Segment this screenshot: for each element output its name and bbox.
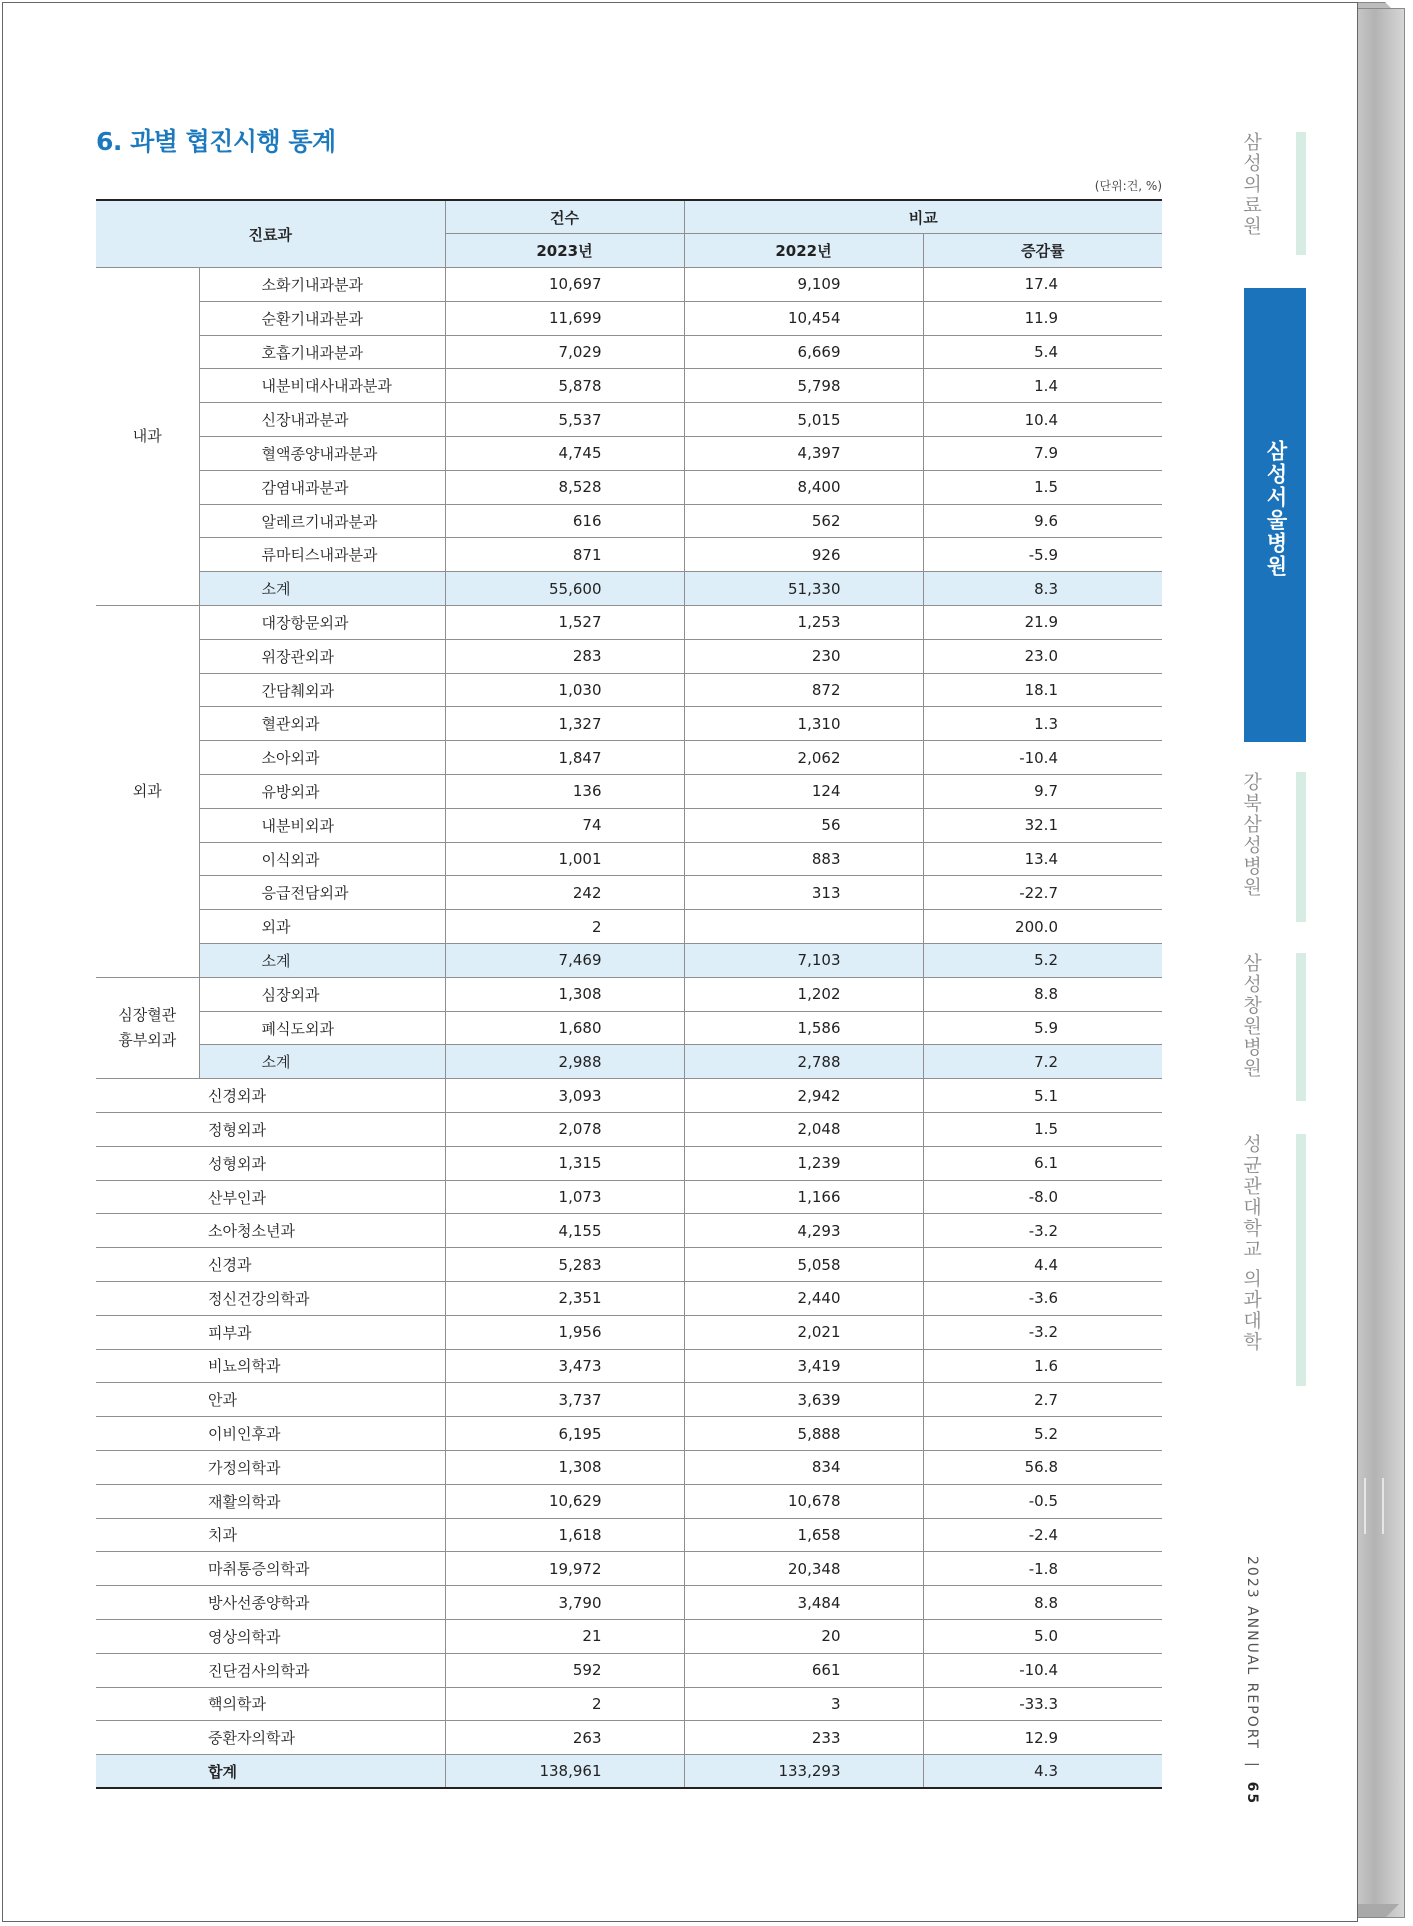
value-2023: 3,737	[445, 1383, 684, 1417]
value-2022: 2,942	[684, 1079, 923, 1113]
value-2022: 926	[684, 538, 923, 572]
value-2022: 56	[684, 808, 923, 842]
subtotal-label: 소계	[199, 1045, 445, 1079]
value-2023: 1,315	[445, 1146, 684, 1180]
value-2023: 6,195	[445, 1417, 684, 1451]
tab-bar-3	[1296, 772, 1306, 922]
value-rate: -33.3	[923, 1687, 1162, 1721]
value-2022: 2,788	[684, 1045, 923, 1079]
subdept-name: 간담췌외과	[199, 673, 445, 707]
value-2022: 1,310	[684, 707, 923, 741]
table-row	[96, 538, 1162, 572]
value-2022: 1,239	[684, 1146, 923, 1180]
value-2023: 1,680	[445, 1011, 684, 1045]
dept-name: 중환자의학과	[96, 1721, 445, 1755]
subtotal-row	[96, 944, 1162, 978]
table-row	[96, 1552, 1162, 1586]
value-rate: 200.0	[923, 910, 1162, 944]
subdept-name: 응급전담외과	[199, 876, 445, 910]
table-row	[96, 1349, 1162, 1383]
table-row	[96, 606, 1162, 640]
value-rate: 5.2	[923, 944, 1162, 978]
value-2022: 562	[684, 504, 923, 538]
dept-name: 방사선종양학과	[96, 1586, 445, 1620]
value-rate: 5.1	[923, 1079, 1162, 1113]
unit-note: (단위:건, %)	[1094, 179, 1162, 193]
dept-name: 재활의학과	[96, 1484, 445, 1518]
value-rate: 8.3	[923, 572, 1162, 606]
table-row	[96, 741, 1162, 775]
header-rate: 증감률	[923, 234, 1162, 268]
tab-bar-5	[1296, 1134, 1306, 1386]
value-rate: -0.5	[923, 1484, 1162, 1518]
value-rate: 2.7	[923, 1383, 1162, 1417]
value-2022: 883	[684, 842, 923, 876]
dept-name: 소아청소년과	[96, 1214, 445, 1248]
dept-name: 성형외과	[96, 1146, 445, 1180]
value-rate: 5.0	[923, 1619, 1162, 1653]
value-2022: 8,400	[684, 470, 923, 504]
value-2022: 233	[684, 1721, 923, 1755]
table-row	[96, 1484, 1162, 1518]
table-row	[96, 808, 1162, 842]
page-number: 65	[1244, 1781, 1260, 1806]
annual-report-footer	[1244, 1556, 1260, 1805]
table-row	[96, 1687, 1162, 1721]
value-rate: 10.4	[923, 403, 1162, 437]
edge-grip-marks	[1364, 1478, 1384, 1534]
value-rate: 9.7	[923, 775, 1162, 809]
table-row	[96, 1113, 1162, 1147]
table-row	[96, 1518, 1162, 1552]
value-2023: 11,699	[445, 301, 684, 335]
table-row	[96, 876, 1162, 910]
value-rate: 1.6	[923, 1349, 1162, 1383]
value-2022: 2,021	[684, 1315, 923, 1349]
dept-name: 핵의학과	[96, 1687, 445, 1721]
value-rate: 8.8	[923, 1586, 1162, 1620]
value-2023: 2	[445, 910, 684, 944]
value-2023: 1,001	[445, 842, 684, 876]
value-rate: 4.3	[923, 1755, 1162, 1789]
side-tab-samsung-seoul-hospital[interactable]: 삼성서울병원	[1264, 440, 1288, 578]
dept-name: 신경외과	[96, 1079, 445, 1113]
total-label: 합계	[96, 1755, 445, 1789]
subdept-name: 폐식도외과	[199, 1011, 445, 1045]
table-row	[96, 403, 1162, 437]
value-2022: 230	[684, 639, 923, 673]
subdept-name: 신장내과분과	[199, 403, 445, 437]
subtotal-row	[96, 572, 1162, 606]
value-rate: -3.2	[923, 1315, 1162, 1349]
dept-name: 신경과	[96, 1248, 445, 1282]
subdept-name: 내분비외과	[199, 808, 445, 842]
value-rate: 1.5	[923, 470, 1162, 504]
value-rate: 18.1	[923, 673, 1162, 707]
value-2023: 1,618	[445, 1518, 684, 1552]
value-2022	[684, 910, 923, 944]
value-2022: 20	[684, 1619, 923, 1653]
value-rate: 11.9	[923, 301, 1162, 335]
value-rate: 9.6	[923, 504, 1162, 538]
report-label: 2023 ANNUAL REPORT	[1244, 1556, 1260, 1750]
subdept-name: 내분비대사내과분과	[199, 369, 445, 403]
value-2023: 1,327	[445, 707, 684, 741]
value-rate: -10.4	[923, 1653, 1162, 1687]
value-rate: 5.4	[923, 335, 1162, 369]
table-row	[96, 301, 1162, 335]
value-rate: 23.0	[923, 639, 1162, 673]
value-2023: 138,961	[445, 1755, 684, 1789]
table-row	[96, 1586, 1162, 1620]
dept-name: 마취통증의학과	[96, 1552, 445, 1586]
table-row	[96, 1721, 1162, 1755]
value-rate: 6.1	[923, 1146, 1162, 1180]
table-row	[96, 268, 1162, 302]
value-rate: 12.9	[923, 1721, 1162, 1755]
value-rate: 7.9	[923, 437, 1162, 471]
group-label	[96, 977, 199, 1078]
value-2022: 2,440	[684, 1282, 923, 1316]
value-2023: 8,528	[445, 470, 684, 504]
subdept-name: 심장외과	[199, 977, 445, 1011]
value-2023: 5,878	[445, 369, 684, 403]
dept-name: 가정의학과	[96, 1450, 445, 1484]
header-2023: 2023년	[445, 234, 684, 268]
value-2022: 51,330	[684, 572, 923, 606]
value-2023: 263	[445, 1721, 684, 1755]
table-row	[96, 504, 1162, 538]
dept-name: 진단검사의학과	[96, 1653, 445, 1687]
value-2023: 4,155	[445, 1214, 684, 1248]
value-2022: 7,103	[684, 944, 923, 978]
value-2023: 21	[445, 1619, 684, 1653]
value-2022: 9,109	[684, 268, 923, 302]
value-2023: 871	[445, 538, 684, 572]
value-2023: 3,790	[445, 1586, 684, 1620]
value-2023: 2	[445, 1687, 684, 1721]
value-rate: 1.5	[923, 1113, 1162, 1147]
subtotal-label: 소계	[199, 944, 445, 978]
subdept-name: 소화기내과분과	[199, 268, 445, 302]
subdept-name: 순환기내과분과	[199, 301, 445, 335]
table-row	[96, 1079, 1162, 1113]
value-2022: 1,166	[684, 1180, 923, 1214]
table-row	[96, 369, 1162, 403]
value-2023: 10,629	[445, 1484, 684, 1518]
subdept-name: 감염내과분과	[199, 470, 445, 504]
dept-name: 안과	[96, 1383, 445, 1417]
value-2022: 3	[684, 1687, 923, 1721]
value-rate: 21.9	[923, 606, 1162, 640]
value-2022: 3,484	[684, 1586, 923, 1620]
value-2023: 55,600	[445, 572, 684, 606]
subdept-name: 외과	[199, 910, 445, 944]
value-2023: 7,029	[445, 335, 684, 369]
value-2022: 661	[684, 1653, 923, 1687]
collaboration-stats-table	[96, 199, 1162, 1789]
value-2022: 3,639	[684, 1383, 923, 1417]
value-2023: 616	[445, 504, 684, 538]
dept-name: 산부인과	[96, 1180, 445, 1214]
value-2022: 10,678	[684, 1484, 923, 1518]
subtotal-label: 소계	[199, 572, 445, 606]
value-2023: 3,093	[445, 1079, 684, 1113]
value-2022: 5,888	[684, 1417, 923, 1451]
value-2023: 2,351	[445, 1282, 684, 1316]
value-rate: -5.9	[923, 538, 1162, 572]
table-row	[96, 470, 1162, 504]
value-rate: 1.4	[923, 369, 1162, 403]
side-tab-kangbuk-samsung[interactable]: 강북삼성병원	[1240, 772, 1262, 898]
tab-bar-1	[1296, 132, 1306, 255]
value-2022: 872	[684, 673, 923, 707]
dept-name: 치과	[96, 1518, 445, 1552]
value-2022: 10,454	[684, 301, 923, 335]
value-2023: 242	[445, 876, 684, 910]
value-2023: 1,073	[445, 1180, 684, 1214]
value-rate: 5.2	[923, 1417, 1162, 1451]
value-2022: 2,048	[684, 1113, 923, 1147]
value-2023: 1,847	[445, 741, 684, 775]
value-2022: 1,253	[684, 606, 923, 640]
dept-name: 피부과	[96, 1315, 445, 1349]
value-2023: 1,527	[445, 606, 684, 640]
value-2022: 834	[684, 1450, 923, 1484]
table-row	[96, 1450, 1162, 1484]
table-row	[96, 1653, 1162, 1687]
value-2023: 1,308	[445, 1450, 684, 1484]
value-2022: 124	[684, 775, 923, 809]
subdept-name: 위장관외과	[199, 639, 445, 673]
value-2022: 1,658	[684, 1518, 923, 1552]
value-rate: -3.6	[923, 1282, 1162, 1316]
value-rate: -3.2	[923, 1214, 1162, 1248]
value-2022: 20,348	[684, 1552, 923, 1586]
table-row	[96, 335, 1162, 369]
subdept-name: 혈액종양내과분과	[199, 437, 445, 471]
group-label: 외과	[96, 606, 199, 978]
dept-name: 정형외과	[96, 1113, 445, 1147]
value-2022: 2,062	[684, 741, 923, 775]
value-2023: 19,972	[445, 1552, 684, 1586]
value-rate: 8.8	[923, 977, 1162, 1011]
table-row	[96, 1619, 1162, 1653]
value-2022: 5,798	[684, 369, 923, 403]
value-rate: 7.2	[923, 1045, 1162, 1079]
group-label-line: 심장혈관	[118, 1006, 177, 1025]
side-tab-samsung-medical-center[interactable]: 삼성의료원	[1240, 132, 1262, 237]
dept-name: 정신건강의학과	[96, 1282, 445, 1316]
value-2023: 4,745	[445, 437, 684, 471]
header-2022: 2022년	[684, 234, 923, 268]
side-tab-samsung-changwon[interactable]: 삼성창원병원	[1240, 953, 1262, 1079]
tab-bar-4	[1296, 953, 1306, 1101]
subdept-name: 류마티스내과분과	[199, 538, 445, 572]
value-2022: 1,586	[684, 1011, 923, 1045]
value-2022: 6,669	[684, 335, 923, 369]
subdept-name: 호흡기내과분과	[199, 335, 445, 369]
subdept-name: 혈관외과	[199, 707, 445, 741]
table-row	[96, 1383, 1162, 1417]
value-2023: 2,988	[445, 1045, 684, 1079]
subdept-name: 알레르기내과분과	[199, 504, 445, 538]
header-compare: 비교	[684, 200, 1162, 234]
table-row	[96, 1011, 1162, 1045]
group-label: 내과	[96, 268, 199, 606]
value-rate: -8.0	[923, 1180, 1162, 1214]
dept-name: 비뇨의학과	[96, 1349, 445, 1383]
value-2023: 1,030	[445, 673, 684, 707]
table-row	[96, 910, 1162, 944]
report-separator: |	[1244, 1762, 1260, 1770]
value-2022: 133,293	[684, 1755, 923, 1789]
value-2022: 313	[684, 876, 923, 910]
header-count: 건수	[445, 200, 684, 234]
table-row	[96, 673, 1162, 707]
value-2023: 1,308	[445, 977, 684, 1011]
table-row	[96, 1282, 1162, 1316]
total-row	[96, 1755, 1162, 1789]
value-2023: 74	[445, 808, 684, 842]
table-row	[96, 1315, 1162, 1349]
value-2022: 5,058	[684, 1248, 923, 1282]
value-rate: 56.8	[923, 1450, 1162, 1484]
value-rate: 1.3	[923, 707, 1162, 741]
table-row	[96, 1180, 1162, 1214]
table-row	[96, 437, 1162, 471]
value-2022: 5,015	[684, 403, 923, 437]
subdept-name: 이식외과	[199, 842, 445, 876]
value-rate: -2.4	[923, 1518, 1162, 1552]
value-2023: 7,469	[445, 944, 684, 978]
value-rate: -10.4	[923, 741, 1162, 775]
table-header-row	[96, 200, 1162, 234]
page-title: 6. 과별 협진시행 통계	[96, 127, 336, 156]
book-edge	[1355, 8, 1405, 1918]
value-rate: 5.9	[923, 1011, 1162, 1045]
table-row	[96, 707, 1162, 741]
table-row	[96, 977, 1162, 1011]
value-2023: 5,537	[445, 403, 684, 437]
dept-name: 이비인후과	[96, 1417, 445, 1451]
value-2023: 3,473	[445, 1349, 684, 1383]
subdept-name: 대장항문외과	[199, 606, 445, 640]
dept-name: 영상의학과	[96, 1619, 445, 1653]
table-row	[96, 1248, 1162, 1282]
side-tab-skku-medicine[interactable]: 성균관대학교 의과대학	[1240, 1134, 1262, 1353]
value-rate: 13.4	[923, 842, 1162, 876]
subdept-name: 소아외과	[199, 741, 445, 775]
value-2022: 3,419	[684, 1349, 923, 1383]
table-row	[96, 1417, 1162, 1451]
table-row	[96, 1146, 1162, 1180]
subtotal-row	[96, 1045, 1162, 1079]
value-rate: 4.4	[923, 1248, 1162, 1282]
value-rate: 17.4	[923, 268, 1162, 302]
subdept-name: 유방외과	[199, 775, 445, 809]
value-rate: -1.8	[923, 1552, 1162, 1586]
value-rate: 32.1	[923, 808, 1162, 842]
value-2023: 1,956	[445, 1315, 684, 1349]
value-2023: 592	[445, 1653, 684, 1687]
value-2022: 4,397	[684, 437, 923, 471]
value-2022: 4,293	[684, 1214, 923, 1248]
table-row	[96, 639, 1162, 673]
header-dept: 진료과	[96, 200, 445, 268]
value-2023: 10,697	[445, 268, 684, 302]
table-row	[96, 775, 1162, 809]
group-label-line: 흉부외과	[118, 1031, 177, 1050]
value-2022: 1,202	[684, 977, 923, 1011]
value-2023: 283	[445, 639, 684, 673]
value-2023: 5,283	[445, 1248, 684, 1282]
table-row	[96, 842, 1162, 876]
value-rate: -22.7	[923, 876, 1162, 910]
table-row	[96, 1214, 1162, 1248]
value-2023: 136	[445, 775, 684, 809]
value-2023: 2,078	[445, 1113, 684, 1147]
